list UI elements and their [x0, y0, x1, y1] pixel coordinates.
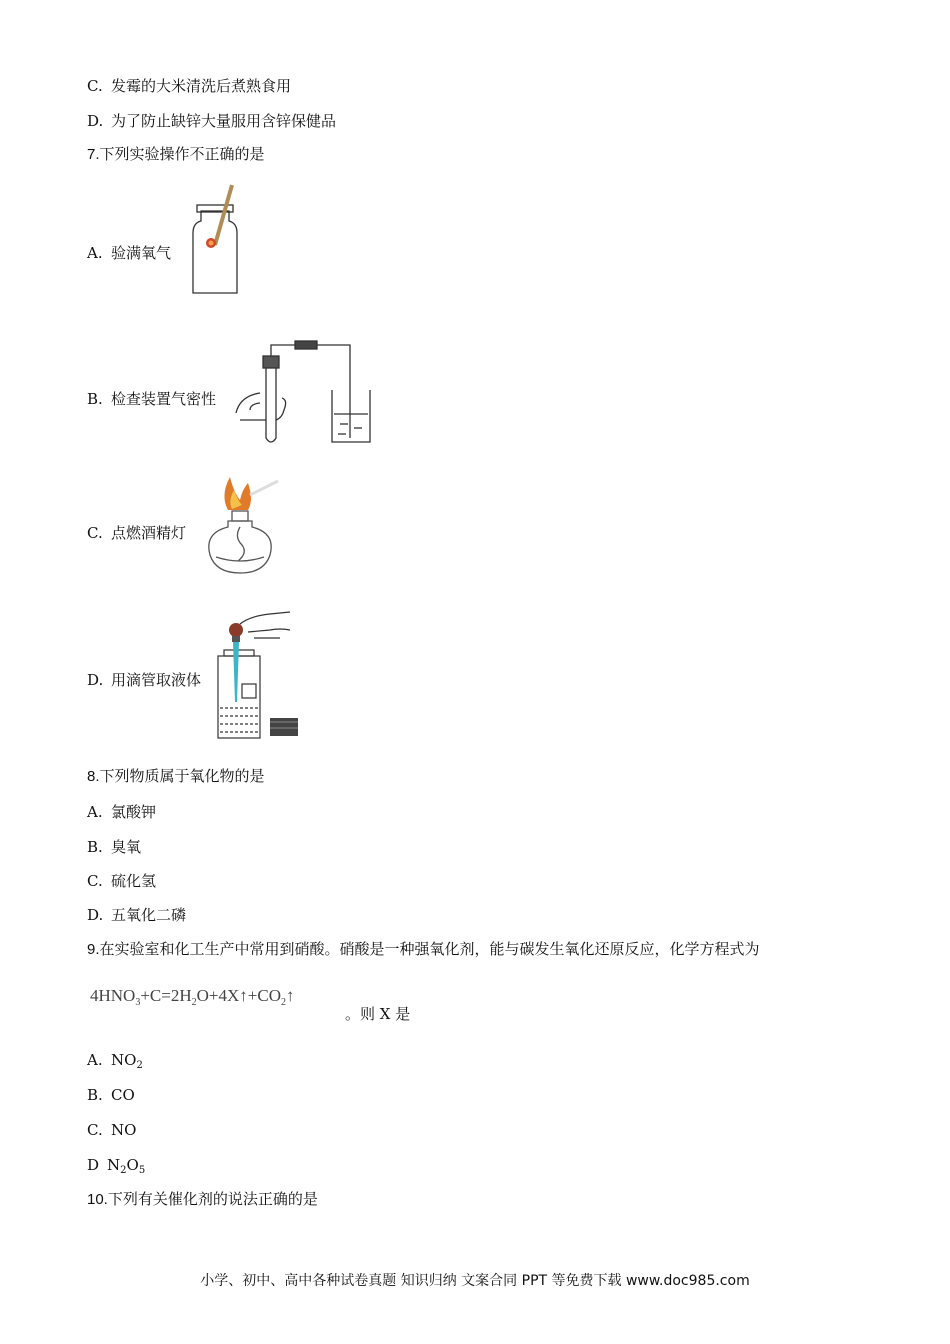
option-letter: C.	[87, 872, 103, 890]
eq-part: +C=2H	[140, 986, 192, 1005]
q7-option-c	[87, 523, 186, 543]
option-letter: D.	[87, 671, 104, 689]
option-letter: D.	[87, 112, 104, 130]
q10-stem: 10.下列有关催化剂的说法正确的是	[87, 1191, 318, 1208]
q7-option-b	[87, 389, 216, 409]
q6-option-d	[87, 111, 336, 131]
formula-subscript: 2	[136, 1060, 143, 1071]
option-letter: A.	[87, 1051, 103, 1069]
option-text: 氯酸钾	[111, 803, 157, 821]
option-letter: C.	[87, 1121, 103, 1139]
option-text: 验满氧气	[111, 244, 172, 262]
q8-option-c	[87, 871, 156, 891]
q9-option-d	[87, 1155, 145, 1181]
option-text: 臭氧	[111, 838, 142, 856]
formula-subscript: 5	[138, 1165, 146, 1176]
option-text: 检查装置气密性	[111, 390, 217, 408]
eq-subscript: 3	[135, 997, 141, 1008]
option-text: 为了防止缺锌大量服用含锌保健品	[111, 112, 337, 130]
option-letter: B.	[87, 838, 103, 856]
q9-option-a	[87, 1050, 143, 1076]
q7-option-d	[87, 670, 201, 690]
formula-part: N	[107, 1156, 121, 1174]
q6-option-c	[87, 76, 291, 96]
q7-option-a	[87, 243, 171, 263]
option-text: 用滴管取液体	[111, 671, 202, 689]
option-letter: B.	[87, 1086, 103, 1104]
equation-tail: 。则 X 是	[345, 1005, 411, 1023]
eq-subscript: 2	[281, 997, 286, 1008]
option-letter: A.	[87, 244, 103, 262]
option-letter: C.	[87, 77, 103, 95]
formula-part: NO	[111, 1121, 137, 1139]
q8-option-b	[87, 837, 141, 857]
q8-option-d	[87, 905, 186, 925]
formula-subscript: 2	[120, 1165, 127, 1176]
option-text: 发霉的大米清洗后煮熟食用	[111, 77, 292, 95]
option-letter: D	[87, 1156, 100, 1174]
option-letter: A.	[87, 803, 103, 821]
q9-option-c	[87, 1120, 136, 1140]
option-text: 五氧化二磷	[111, 906, 187, 924]
oxygen-bottle-figure	[185, 183, 245, 298]
eq-part: +CO	[247, 986, 281, 1005]
formula-part: NO	[111, 1051, 137, 1069]
eq-part: O+4X	[196, 986, 240, 1005]
q8-option-a	[87, 802, 156, 822]
q8-stem: 8.下列物质属于氧化物的是	[87, 768, 265, 785]
option-text: 点燃酒精灯	[111, 524, 187, 542]
formula-part: O	[126, 1156, 139, 1174]
q7-stem: 7.下列实验操作不正确的是	[87, 146, 265, 163]
gas-arrow-icon: ↑	[239, 986, 248, 1005]
q9-stem: 9.在实验室和化工生产中常用到硝酸。硝酸是一种强氧化剂，能与碳发生氧化还原反应，化学方程式为	[87, 941, 760, 958]
dropper-figure	[210, 610, 305, 742]
q9-option-b	[87, 1085, 135, 1105]
gas-arrow-icon: ↑	[286, 986, 295, 1005]
option-text: 硫化氢	[111, 872, 157, 890]
option-letter: C.	[87, 524, 103, 542]
chemical-equation	[90, 986, 295, 1008]
alcohol-lamp-figure	[198, 475, 283, 580]
eq-subscript: 2	[191, 997, 197, 1008]
option-letter: B.	[87, 390, 103, 408]
page-footer: 小学、初中、高中各种试卷真题 知识归纳 文案合同 PPT 等免费下载 www.doc985.com	[200, 1273, 750, 1289]
eq-part: 4HNO	[90, 986, 136, 1005]
option-letter: D.	[87, 906, 104, 924]
airtightness-figure	[230, 338, 380, 448]
formula-part: CO	[111, 1086, 135, 1104]
